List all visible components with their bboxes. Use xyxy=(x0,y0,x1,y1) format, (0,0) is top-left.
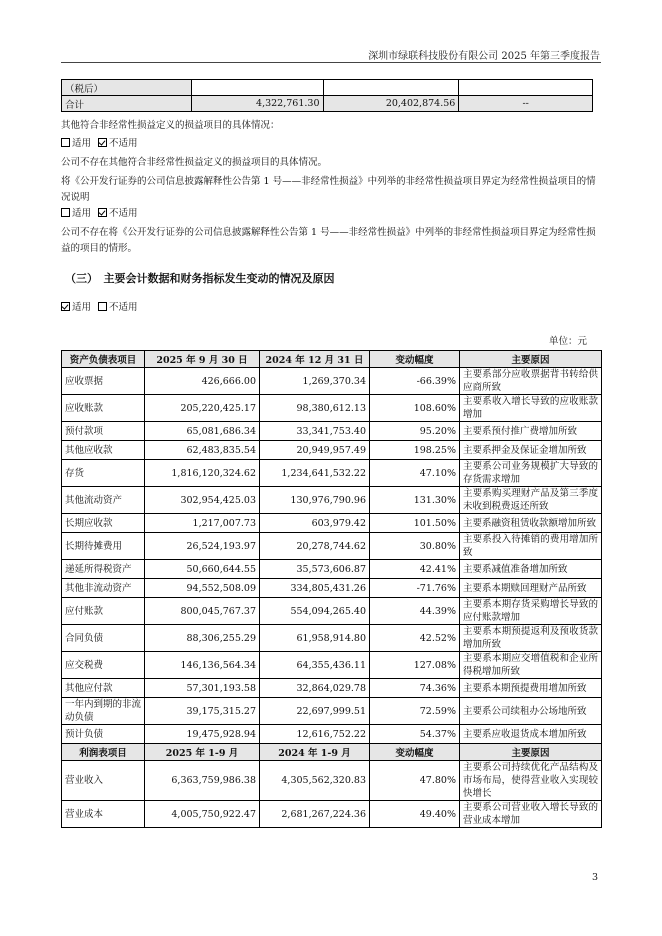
row-label: 长期待摊费用 xyxy=(62,533,145,560)
column-header: 资产负债表项目 xyxy=(62,351,145,368)
reason-cell: 主要系本期存货采购增长导致的应付账款增加 xyxy=(460,598,602,625)
table-row xyxy=(62,441,602,460)
table-row xyxy=(62,801,602,828)
row-label: 应收账款 xyxy=(62,395,145,422)
row-label: 预计负债 xyxy=(62,725,145,744)
unit-label: 单位：元 xyxy=(548,336,587,347)
row-label: 应收票据 xyxy=(62,368,145,395)
cell-value: 64,355,436.11 xyxy=(260,652,370,679)
table-row xyxy=(62,698,602,725)
header-divider xyxy=(61,62,601,63)
cell-value: 1,217,007.73 xyxy=(145,514,260,533)
row-label: 营业收入 xyxy=(62,761,145,801)
paragraph: 公司不存在将《公开发行证券的公司信息披露解释性公告第 1 号——非经常性损益》中列举的非经常性损益项目界定为经常性损益的项目的情形。 xyxy=(61,227,596,254)
reason-cell: 主要系公司持续优化产品结构及市场布局，使得营业收入实现较快增长 xyxy=(460,761,602,801)
cell-value: 20,402,874.56 xyxy=(323,96,459,112)
cell-value: 334,805,431.26 xyxy=(260,579,370,598)
column-header: 2024 年 1-9 月 xyxy=(260,744,370,761)
row-label: 合同负债 xyxy=(62,625,145,652)
row-label: 其他应付款 xyxy=(62,679,145,698)
reason-cell: 主要系本期预提返利及预收货款增加所致 xyxy=(460,625,602,652)
column-header: 2024 年 12 月 31 日 xyxy=(260,351,370,368)
row-label: 递延所得税资产 xyxy=(62,560,145,579)
table-row xyxy=(62,487,602,514)
cell-value: 98,380,612.13 xyxy=(260,395,370,422)
row-label: 预付款项 xyxy=(62,422,145,441)
paragraph: 公司不存在其他符合非经常性损益定义的损益项目的具体情况。 xyxy=(61,157,328,168)
option-line xyxy=(61,300,596,316)
cell-value: 198.25% xyxy=(370,441,460,460)
reason-cell: 主要系本期预提费用增加所致 xyxy=(460,679,602,698)
paragraph: 其他符合非经常性损益定义的损益项目的具体情况： xyxy=(61,120,280,131)
nonrecurring-table xyxy=(61,79,593,112)
table-row xyxy=(62,368,602,395)
cell-value: 12,616,752.22 xyxy=(260,725,370,744)
reason-cell: 主要系公司续租办公场地所致 xyxy=(460,698,602,725)
reason-cell: 主要系押金及保证金增加所致 xyxy=(460,441,602,460)
cell-value: 19,475,928.94 xyxy=(145,725,260,744)
cell-value: 61,958,914.80 xyxy=(260,625,370,652)
reason-cell: 主要系部分应收票据背书转给供应商所致 xyxy=(460,368,602,395)
changes-table xyxy=(61,350,602,828)
option-label: 不适用 xyxy=(109,208,138,219)
cell-value: 1,269,370.34 xyxy=(260,368,370,395)
cell-value: 20,949,957.49 xyxy=(260,441,370,460)
table-row xyxy=(62,80,593,96)
cell-value: 127.08% xyxy=(370,652,460,679)
cell-value: -71.76% xyxy=(370,579,460,598)
cell-value xyxy=(323,80,459,96)
table-row xyxy=(62,761,602,801)
cell-value: 130,976,790.96 xyxy=(260,487,370,514)
table-row xyxy=(62,514,602,533)
cell-value: 94,552,508.09 xyxy=(145,579,260,598)
page-number: 3 xyxy=(591,872,598,883)
reason-cell: 主要系融资租赁收款额增加所致 xyxy=(460,514,602,533)
option-label: 不适用 xyxy=(109,138,138,149)
cell-value: 57,301,193.58 xyxy=(145,679,260,698)
cell-value xyxy=(459,80,593,96)
reason-cell: 主要系购买理财产品及第三季度未收到税费返还所致 xyxy=(460,487,602,514)
column-header: 2025 年 9 月 30 日 xyxy=(145,351,260,368)
cell-value: 42.41% xyxy=(370,560,460,579)
cell-value: 50,660,644.55 xyxy=(145,560,260,579)
cell-value: 131.30% xyxy=(370,487,460,514)
cell-value: 603,979.42 xyxy=(260,514,370,533)
cell-value: 47.10% xyxy=(370,460,460,487)
column-header: 主要原因 xyxy=(460,351,602,368)
table-row xyxy=(62,679,602,698)
table-row xyxy=(62,422,602,441)
cell-value: 800,045,767.37 xyxy=(145,598,260,625)
option-label: 适用 xyxy=(72,138,92,149)
reason-cell: 主要系预付推广费增加所致 xyxy=(460,422,602,441)
cell-value: 47.80% xyxy=(370,761,460,801)
reason-cell: 主要系投入待摊销的费用增加所致 xyxy=(460,533,602,560)
row-label: 其他非流动资产 xyxy=(62,579,145,598)
cell-value: 146,136,564.34 xyxy=(145,652,260,679)
table-row xyxy=(62,96,593,112)
table-row xyxy=(62,625,602,652)
cell-value: 2,681,267,224.36 xyxy=(260,801,370,828)
row-label: 一年内到期的非流动负债 xyxy=(62,698,145,725)
cell-value: 74.36% xyxy=(370,679,460,698)
checkbox-unchecked-icon[interactable] xyxy=(61,138,70,147)
table-row xyxy=(62,395,602,422)
cell-value: 62,483,835.54 xyxy=(145,441,260,460)
cell-value: 6,363,759,986.38 xyxy=(145,761,260,801)
cell-value: 108.60% xyxy=(370,395,460,422)
cell-value: 554,094,265.40 xyxy=(260,598,370,625)
cell-value xyxy=(191,80,323,96)
cell-value: 4,305,562,320.83 xyxy=(260,761,370,801)
cell-value: -- xyxy=(459,96,593,112)
cell-value: 26,524,193.97 xyxy=(145,533,260,560)
cell-value: 88,306,255.29 xyxy=(145,625,260,652)
cell-value: 4,322,761.30 xyxy=(191,96,323,112)
option-label: 适用 xyxy=(72,208,92,219)
reason-cell: 主要系公司营业收入增长导致的营业成本增加 xyxy=(460,801,602,828)
cell-value: 44.39% xyxy=(370,598,460,625)
checkbox-unchecked-icon[interactable] xyxy=(61,208,70,217)
cell-value: 32,864,029.78 xyxy=(260,679,370,698)
cell-value: 205,220,425.17 xyxy=(145,395,260,422)
cell-value: 95.20% xyxy=(370,422,460,441)
table-row xyxy=(62,652,602,679)
row-label: 应交税费 xyxy=(62,652,145,679)
page-header: 深圳市绿联科技股份有限公司 2025 年第三季度报告 xyxy=(368,51,600,62)
row-label: 营业成本 xyxy=(62,801,145,828)
option-label: 适用 xyxy=(72,302,92,313)
row-label: 其他流动资产 xyxy=(62,487,145,514)
reason-cell: 主要系应收退货成本增加所致 xyxy=(460,725,602,744)
cell-value: 426,666.00 xyxy=(145,368,260,395)
column-header: 利润表项目 xyxy=(62,744,145,761)
cell-value: 39,175,315.27 xyxy=(145,698,260,725)
table-row xyxy=(62,579,602,598)
cell-value: 1,816,120,324.62 xyxy=(145,460,260,487)
cell-value: 1,234,641,532.22 xyxy=(260,460,370,487)
cell-value: 22,697,999.51 xyxy=(260,698,370,725)
cell-value: 101.50% xyxy=(370,514,460,533)
cell-value: 20,278,744.62 xyxy=(260,533,370,560)
row-label: 应付账款 xyxy=(62,598,145,625)
checkbox-checked-icon[interactable] xyxy=(98,208,107,217)
column-header: 2025 年 1-9 月 xyxy=(145,744,260,761)
reason-cell: 主要系公司业务规模扩大导致的存货需求增加 xyxy=(460,460,602,487)
cell-value: -66.39% xyxy=(370,368,460,395)
column-header: 主要原因 xyxy=(460,744,602,761)
option-label: 不适用 xyxy=(109,302,138,313)
column-header: 变动幅度 xyxy=(370,351,460,368)
table-row xyxy=(62,460,602,487)
cell-value: 72.59% xyxy=(370,698,460,725)
table-row xyxy=(62,533,602,560)
table-header-row xyxy=(62,351,602,368)
cell-value: 35,573,606.87 xyxy=(260,560,370,579)
row-label: 存货 xyxy=(62,460,145,487)
row-label: 其他应收款 xyxy=(62,441,145,460)
column-header: 变动幅度 xyxy=(370,744,460,761)
row-label: 长期应收款 xyxy=(62,514,145,533)
table-header-row xyxy=(62,744,602,761)
row-label: 合计 xyxy=(62,96,192,112)
cell-value: 42.52% xyxy=(370,625,460,652)
section-title: （三） 主要会计数据和财务指标发生变动的情况及原因 xyxy=(65,272,335,285)
cell-value: 33,341,753.40 xyxy=(260,422,370,441)
paragraph: 将《公开发行证券的公司信息披露解释性公告第 1 号——非经常性损益》中列举的非经常性损益项目界定为经常性损益项目的情况说明 xyxy=(61,176,596,203)
table-row xyxy=(62,598,602,625)
reason-cell: 主要系减值准备增加所致 xyxy=(460,560,602,579)
checkbox-unchecked-icon[interactable] xyxy=(98,302,107,311)
reason-cell: 主要系本期赎回理财产品所致 xyxy=(460,579,602,598)
cell-value: 65,081,686.34 xyxy=(145,422,260,441)
checkbox-checked-icon[interactable] xyxy=(98,138,107,147)
table-row xyxy=(62,560,602,579)
cell-value: 4,005,750,922.47 xyxy=(145,801,260,828)
cell-value: 30.80% xyxy=(370,533,460,560)
option-line xyxy=(61,206,596,222)
checkbox-checked-icon[interactable] xyxy=(61,302,70,311)
table-row xyxy=(62,725,602,744)
reason-cell: 主要系本期应交增值税和企业所得税增加所致 xyxy=(460,652,602,679)
row-label: （税后） xyxy=(62,80,192,96)
option-line xyxy=(61,136,596,152)
cell-value: 49.40% xyxy=(370,801,460,828)
cell-value: 54.37% xyxy=(370,725,460,744)
reason-cell: 主要系收入增长导致的应收账款增加 xyxy=(460,395,602,422)
cell-value: 302,954,425.03 xyxy=(145,487,260,514)
